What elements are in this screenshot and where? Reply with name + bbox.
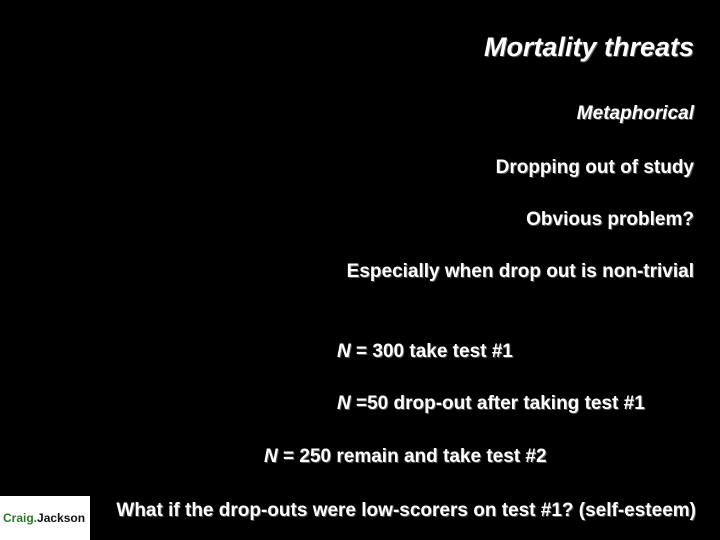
question-line: What if the drop-outs were low-scorers on test #1? (self-esteem) (116, 500, 696, 521)
slide-title: Mortality threats (483, 32, 694, 62)
stat-text: = 300 take test #1 (350, 341, 513, 362)
stat-var: N (337, 341, 351, 362)
bullet-line-2: Obvious problem? (526, 209, 694, 230)
stat-line-1 (337, 342, 513, 361)
bullet-line-1: Dropping out of study (495, 157, 694, 178)
craig-jackson-logo (0, 496, 90, 540)
stat-line-3 (264, 447, 547, 466)
stat-text: = 250 remain and take test #2 (277, 446, 547, 467)
logo-part-2: Jackson (37, 511, 86, 525)
stat-line-2 (337, 394, 645, 413)
bullet-line-3: Especially when drop out is non-trivial (346, 261, 694, 282)
stat-var: N (264, 446, 278, 467)
stat-text: =50 drop-out after taking test #1 (350, 393, 645, 414)
logo-part-1: Craig. (3, 511, 38, 525)
slide-subtitle: Metaphorical (576, 103, 694, 124)
stat-var: N (337, 393, 351, 414)
